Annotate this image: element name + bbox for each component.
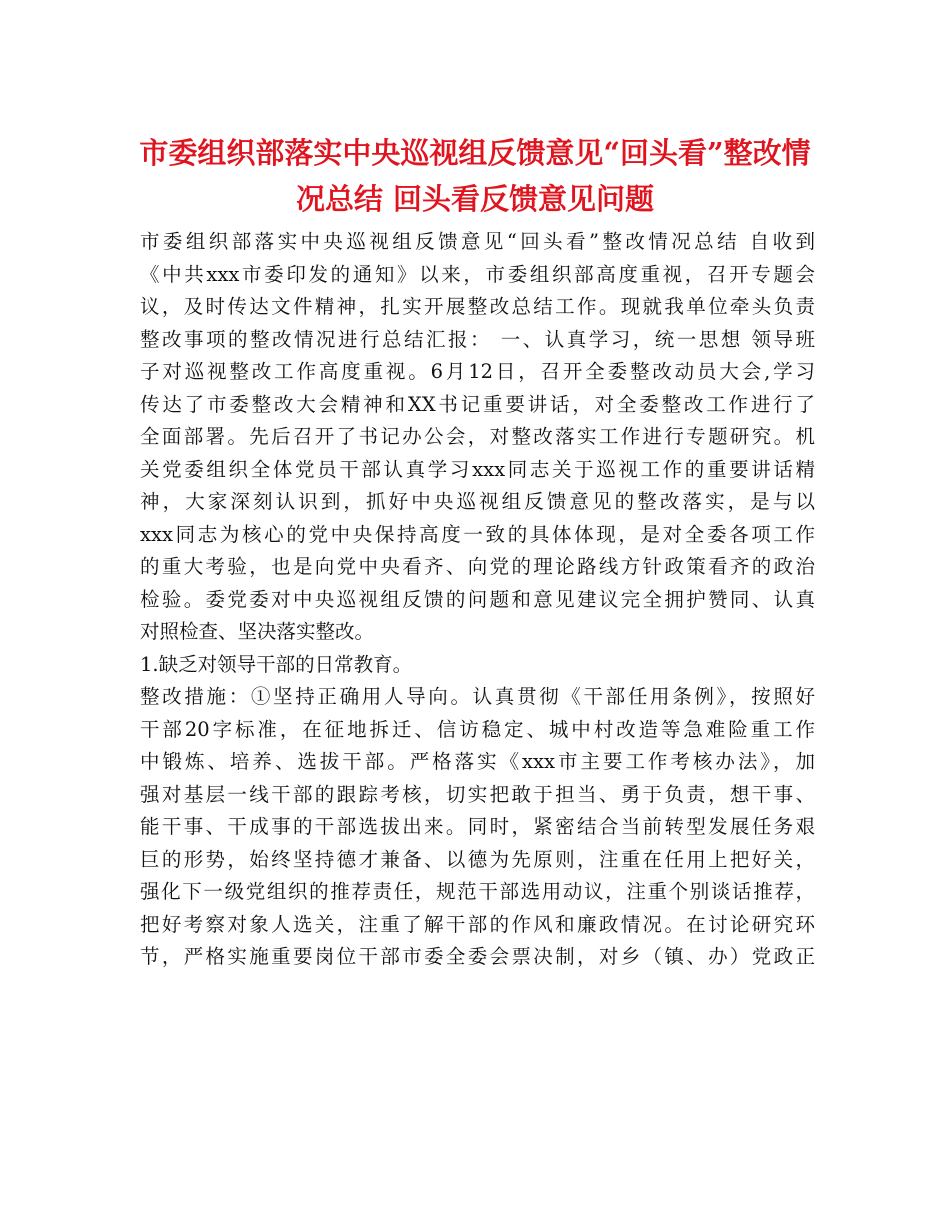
body-line: 强对基层一线干部的跟踪考核，切实把敢于担当、勇于负责，想干事、 xyxy=(140,782,815,806)
body-line: 干部20字标准，在征地拆迁、信访稳定、城中村改造等急难险重工作 xyxy=(140,717,815,741)
document-body xyxy=(140,226,815,974)
body-line: 整改事项的整改情况进行总结汇报： 一、认真学习，统一思想 领导班 xyxy=(140,327,815,351)
body-line: 神，大家深刻认识到，抓好中央巡视组反馈意见的整改落实，是与以 xyxy=(140,490,815,513)
body-line: 市委组织部落实中央巡视组反馈意见“回头看”整改情况总结 自收到 xyxy=(140,230,815,253)
body-line: 1.缺乏对领导干部的日常教育。 xyxy=(140,652,413,676)
body-line: 中锻炼、培养、选拔干部。严格落实《xxx市主要工作考核办法》，加 xyxy=(140,750,815,773)
body-line: 对照检查、坚决落实整改。 xyxy=(140,620,375,643)
body-line: 节，严格实施重要岗位干部市委全委会票决制，对乡（镇、办）党政正 xyxy=(140,945,815,968)
body-line: 整改措施：①坚持正确用人导向。认真贯彻《干部任用条例》，按照好 xyxy=(140,685,815,708)
body-line: 关党委组织全体党员干部认真学习xxx同志关于巡视工作的重要讲话精 xyxy=(140,457,815,481)
body-line: xxx同志为核心的党中央保持高度一致的具体体现，是对全委各项工作 xyxy=(140,522,815,546)
body-line: 传达了市委整改大会精神和XX书记重要讲话，对全委整改工作进行了 xyxy=(140,392,815,416)
body-line: 能干事、干成事的干部选拔出来。同时，紧密结合当前转型发展任务艰 xyxy=(140,815,815,838)
document-title-line-2: 况总结 回头看反馈意见问题 xyxy=(295,182,655,216)
body-line: 子对巡视整改工作高度重视。6月12日，召开全委整改动员大会,学习 xyxy=(140,360,815,383)
body-line: 全面部署。先后召开了书记办公会，对整改落实工作进行专题研究。机 xyxy=(140,425,815,448)
body-line: 的重大考验，也是向党中央看齐、向党的理论路线方针政策看齐的政治 xyxy=(140,555,815,578)
body-line: 强化下一级党组织的推荐责任，规范干部选用动议，注重个别谈话推荐， xyxy=(140,880,815,903)
body-line: 《中共xxx市委印发的通知》以来，市委组织部高度重视，召开专题会 xyxy=(140,262,815,286)
document-title-line-1: 市委组织部落实中央巡视组反馈意见“回头看”整改情 xyxy=(139,136,811,170)
body-line: 巨的形势，始终坚持德才兼备、以德为先原则，注重在任用上把好关， xyxy=(140,847,815,871)
body-line: 议，及时传达文件精神，扎实开展整改总结工作。现就我单位牵头负责 xyxy=(140,295,815,318)
body-line: 把好考察对象人选关，注重了解干部的作风和廉政情况。在讨论研究环 xyxy=(140,912,815,936)
body-line: 检验。委党委对中央巡视组反馈的问题和意见建议完全拥护赞同、认真 xyxy=(140,587,815,611)
